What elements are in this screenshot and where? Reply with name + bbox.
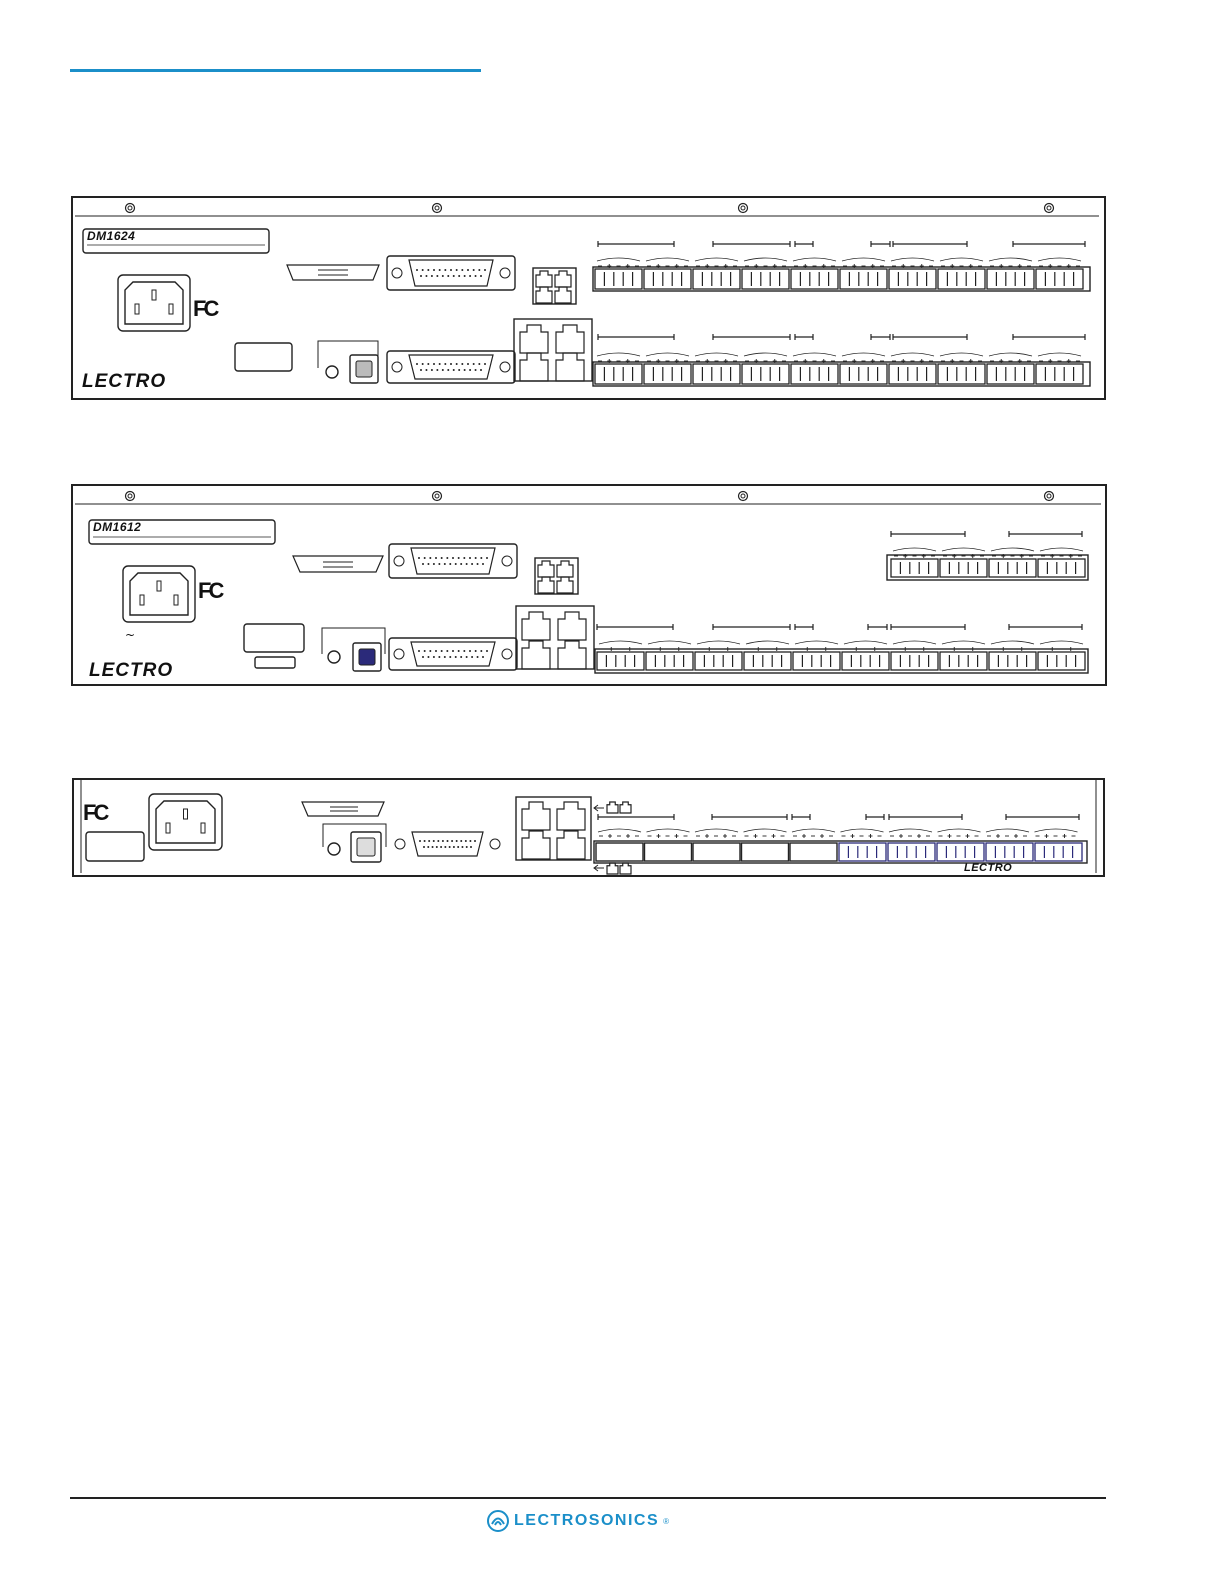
terminal-block-icon [840,258,887,289]
rj45-port-icon [522,612,550,640]
led-indicator [326,366,338,378]
panel-drawing [73,486,1105,684]
label-plate [244,624,304,652]
ac-power-symbol: ~ [125,628,136,642]
terminal-block-icon [937,843,984,861]
screw-icon [739,492,748,501]
terminal-block-icon [693,843,740,861]
rj45-port-icon [522,641,550,669]
rj45-port-icon [522,802,550,830]
terminal-block-icon [791,258,838,289]
power-inlet-icon [149,794,222,850]
terminal-strip [594,841,1087,863]
rj45-housing [516,797,591,860]
rj45-port-icon [620,863,631,874]
model-label: DM1624 [87,229,136,243]
terminal-block-icon [938,353,985,384]
rj45-port-icon [520,325,548,353]
terminal-block-icon [989,641,1036,670]
rj45-housing [516,606,594,669]
lectrosonics-logo-icon [486,1509,510,1533]
screw-icon [126,492,135,501]
label-plate [235,343,292,371]
rj45-port-icon [538,561,554,577]
terminal-block-icon [744,641,791,670]
terminal-block-icon [791,353,838,384]
terminal-block-icon [889,353,936,384]
rj45-port-icon [620,802,631,813]
screw-icon [433,204,442,213]
usb-port-icon [350,355,378,383]
usb-port-icon [351,832,381,862]
terminal-block-icon [987,353,1034,384]
terminal-block-icon [891,641,938,670]
terminal-block-icon [596,843,643,861]
db25-connector-icon [395,832,500,856]
terminal-block-icon [693,258,740,289]
rj45-port-icon [536,271,552,287]
terminal-block-icon [1035,843,1082,861]
terminal-block-icon [889,258,936,289]
terminal-block-icon [793,641,840,670]
led-indicator [328,843,340,855]
terminal-block-icon [839,843,886,861]
registered-mark: ® [663,1516,670,1526]
fcc-mark-icon: FC [198,578,222,603]
arrow-icon [594,865,604,871]
arrow-icon [594,805,604,811]
db25-connector-icon [387,351,515,383]
screw-icon [739,204,748,213]
serial-plate [302,802,384,816]
terminal-block-icon [989,548,1036,577]
power-inlet-icon [123,566,195,622]
rj45-port-icon [557,802,585,830]
header-accent-rule [70,69,481,72]
db25-connector-icon [389,544,517,578]
rj45-port-icon [536,287,552,303]
brand-logo: LECTRO [89,660,174,681]
terminal-block-icon [1038,548,1085,577]
brand-logo: LECTRO [82,371,167,392]
rj45-port-icon [522,831,550,859]
terminal-block-icon [597,641,644,670]
label-plate [255,657,295,668]
terminal-block-icon [595,353,642,384]
terminal-block-icon [742,353,789,384]
rj45-housing [514,319,592,381]
terminal-block-icon [595,258,642,289]
screw-icon [1045,204,1054,213]
rj45-port-icon [558,641,586,669]
terminal-block-icon [644,353,691,384]
terminal-block-icon [742,843,789,861]
terminal-block-icon [646,641,693,670]
terminal-block-icon [840,353,887,384]
rj45-port-icon [607,802,618,813]
serial-plate [293,556,383,572]
fcc-mark-icon: FC [193,296,217,321]
power-inlet-icon [118,275,190,331]
footer-rule [70,1497,1106,1499]
terminal-block-icon [891,548,938,577]
led-indicator [328,651,340,663]
terminal-block-icon [742,258,789,289]
terminal-block-icon [644,258,691,289]
terminal-block-icon [938,258,985,289]
rj45-port-icon [520,353,548,381]
brand-logo: LECTRO [964,862,1013,874]
rear-panel-1u [72,778,1105,877]
model-label: DM1612 [93,520,142,534]
terminal-block-icon [1036,258,1083,289]
terminal-block-icon [693,353,740,384]
serial-plate [287,265,379,280]
terminal-block-icon [940,548,987,577]
rj45-port-icon [556,353,584,381]
rj45-port-icon [558,612,586,640]
rj45-port-icon [557,577,573,593]
terminal-block-icon [1036,353,1083,384]
rj45-port-icon [607,863,618,874]
rj45-port-icon [557,561,573,577]
rj45-port-icon [555,271,571,287]
rj45-port-icon [555,287,571,303]
screw-icon [1045,492,1054,501]
rj45-port-icon [556,325,584,353]
terminal-block-icon [986,843,1033,861]
rear-panel-dm1612 [71,484,1107,686]
rj45-port-icon [557,831,585,859]
terminal-block-icon [695,641,742,670]
terminal-block-icon [888,843,935,861]
fcc-mark-icon: FC [83,800,107,825]
footer-logo [486,1509,669,1533]
rj45-port-icon [538,577,554,593]
panel-drawing [74,780,1103,875]
terminal-block-icon [987,258,1034,289]
rear-panel-dm1624 [71,196,1106,400]
label-plate [86,832,144,861]
db25-connector-icon [389,638,517,670]
screw-icon [433,492,442,501]
terminal-block-icon [790,843,837,861]
usb-port-icon [353,643,381,671]
panel-drawing [73,198,1104,398]
terminal-block-icon [645,843,692,861]
footer-wordmark: LECTROSONICS [514,1512,660,1529]
db25-connector-icon [387,256,515,290]
terminal-block-icon [1038,641,1085,670]
screw-icon [126,204,135,213]
terminal-block-icon [940,641,987,670]
terminal-block-icon [842,641,889,670]
